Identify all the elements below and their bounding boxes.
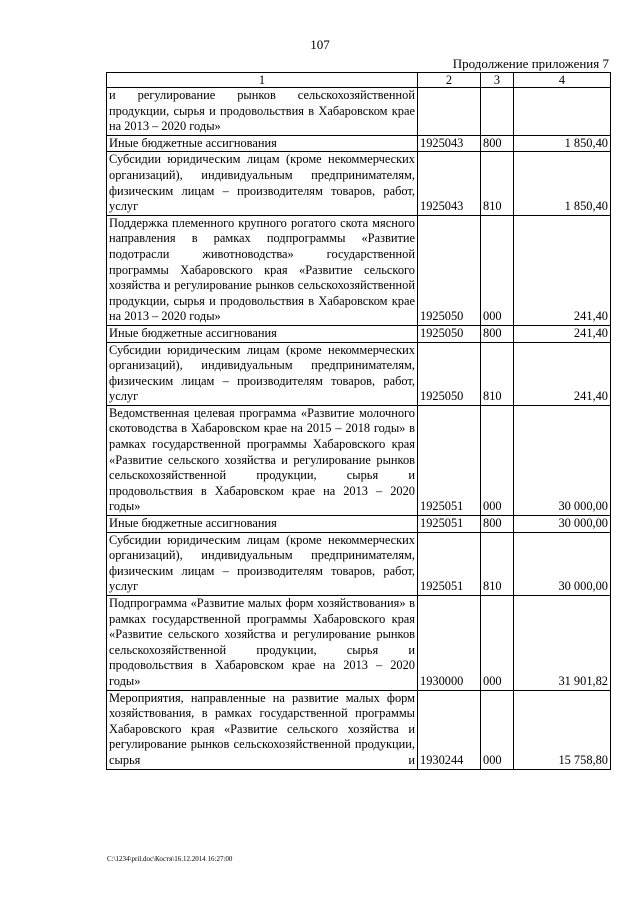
row-name: Субсидии юридическим лицам (кроме некоммерческих организаций), индивидуальным предпринимателям, физическим лицам – производителям товаров, работ, услуг	[107, 342, 418, 405]
budget-table	[106, 72, 611, 770]
table-row	[107, 325, 611, 342]
table-row	[107, 152, 611, 215]
row-expense-type: 800	[481, 325, 514, 342]
row-amount	[514, 88, 611, 136]
row-amount: 1 850,40	[514, 135, 611, 152]
row-amount: 30 000,00	[514, 516, 611, 533]
row-amount: 30 000,00	[514, 405, 611, 515]
row-amount: 30 000,00	[514, 532, 611, 595]
row-target-code: 1925051	[418, 516, 481, 533]
row-amount: 241,40	[514, 342, 611, 405]
row-target-code: 1925050	[418, 342, 481, 405]
table-row	[107, 88, 611, 136]
column-header-3: 3	[481, 73, 514, 88]
row-target-code	[418, 88, 481, 136]
table-row	[107, 532, 611, 595]
column-header-2: 2	[418, 73, 481, 88]
row-expense-type: 000	[481, 596, 514, 691]
row-target-code: 1930244	[418, 690, 481, 769]
row-target-code: 1930000	[418, 596, 481, 691]
row-amount: 31 901,82	[514, 596, 611, 691]
row-amount: 241,40	[514, 325, 611, 342]
table-row	[107, 516, 611, 533]
row-name: Ведомственная целевая программа «Развитие молочного скотоводства в Хабаровском крае на 2015 – 2018 годы» в рамках государственной программы Хабаровского края «Развитие сельского хозяйства и регулирование рынков сельскохозяйственной продукции, сырья и продовольствия в Хабаровском крае на 2013 – 2020 годы»	[107, 405, 418, 515]
row-target-code: 1925050	[418, 325, 481, 342]
row-name: Иные бюджетные ассигнования	[107, 516, 418, 533]
row-expense-type: 000	[481, 215, 514, 325]
row-name: и регулирование рынков сельскохозяйственной продукции, сырья и продовольствия в Хабаровском крае на 2013 – 2020 годы»	[107, 88, 418, 136]
row-expense-type: 810	[481, 152, 514, 215]
row-expense-type: 810	[481, 342, 514, 405]
row-target-code: 1925043	[418, 152, 481, 215]
table-header-row	[107, 73, 611, 88]
row-target-code: 1925051	[418, 405, 481, 515]
row-name: Иные бюджетные ассигнования	[107, 325, 418, 342]
row-amount: 241,40	[514, 215, 611, 325]
appendix-continuation-label: Продолжение приложения 7	[452, 56, 609, 71]
table-row	[107, 690, 611, 769]
row-name: Подпрограмма «Развитие малых форм хозяйствования» в рамках государственной программы Хабаровского края «Развитие сельского хозяйства и регулирование рынков сельскохозяйственной продукции, сырья и продовольствия в Хабаровском крае на 2013 – 2020 годы»	[107, 596, 418, 691]
table-row	[107, 596, 611, 691]
row-expense-type: 810	[481, 532, 514, 595]
row-name: Субсидии юридическим лицам (кроме некоммерческих организаций), индивидуальным предпринимателям, физическим лицам – производителям товаров, работ, услуг	[107, 532, 418, 595]
row-amount: 1 850,40	[514, 152, 611, 215]
row-expense-type: 800	[481, 516, 514, 533]
row-target-code: 1925051	[418, 532, 481, 595]
row-expense-type	[481, 88, 514, 136]
row-name: Иные бюджетные ассигнования	[107, 135, 418, 152]
column-header-1: 1	[107, 73, 418, 88]
row-expense-type: 800	[481, 135, 514, 152]
row-target-code: 1925043	[418, 135, 481, 152]
page-number: 107	[310, 37, 330, 52]
file-path-footer: C:\1234\pril.doc\Костя\16.12.2014 16:27:00	[107, 855, 233, 863]
row-amount: 15 758,80	[514, 690, 611, 769]
table-row	[107, 215, 611, 325]
column-header-4: 4	[514, 73, 611, 88]
row-name: Поддержка племенного крупного рогатого скота мясного направления в рамках подпрограммы «Развитие подотрасли животноводства» государственной программы Хабаровского края «Развитие сельского хозяйства и регулирование рынков сельскохозяйственной продукции, сырья и продовольствия в Хабаровском крае на 2013 – 2020 годы»	[107, 215, 418, 325]
row-expense-type: 000	[481, 690, 514, 769]
table-row	[107, 342, 611, 405]
table-row	[107, 135, 611, 152]
row-name: Субсидии юридическим лицам (кроме некоммерческих организаций), индивидуальным предпринимателям, физическим лицам – производителям товаров, работ, услуг	[107, 152, 418, 215]
row-expense-type: 000	[481, 405, 514, 515]
row-target-code: 1925050	[418, 215, 481, 325]
row-name: Мероприятия, направленные на развитие малых форм хозяйствования, в рамках государственной программы Хабаровского края «Развитие сельского хозяйства и регулирование рынков сельскохозяйственной продукции, сырья и	[107, 690, 418, 769]
table-row	[107, 405, 611, 515]
